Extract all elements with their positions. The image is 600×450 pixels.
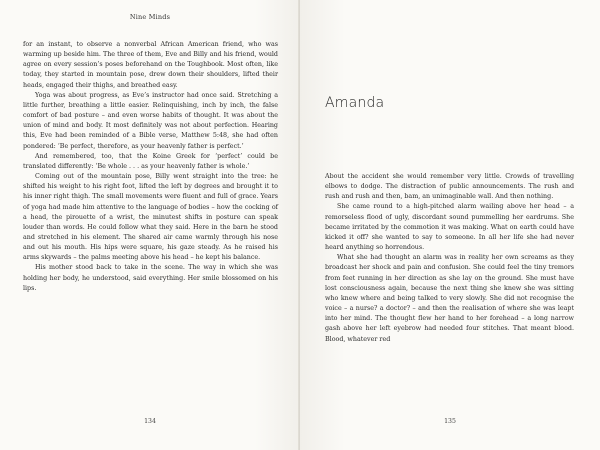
page-number-right: 135 (444, 418, 456, 425)
paragraph: And remembered, too, that the Koine Greek for ‘perfect’ could be translated differently: ‘Be whole . . . as your heavenly father is whole.’ (23, 152, 278, 170)
page-number-left: 134 (144, 418, 156, 425)
chapter-title: Amanda (325, 95, 385, 111)
running-head: Nine Minds (129, 13, 171, 21)
paragraph: His mother stood back to take in the scene. The way in which she was holding her body, he understood, said everything. Her smile blossomed on his lips. (23, 264, 278, 292)
right-body-text (325, 172, 574, 345)
right-page (300, 0, 600, 450)
paragraph: She came round to a high-pitched alarm wailing above her head – a remorseless flood of ugly, discordant sound pummelling her eardrums. She became irritated by the commotion it was making. What on earth could have kicked it off? she wanted to say to someone. In all her life she had never heard anything so horrendous. (325, 203, 574, 252)
left-body-text (23, 40, 278, 294)
paragraph: What she had thought an alarm was in reality her own screams as they broadcast her shock and pain and confusion. She could feel the tiny tremors from feet running in her direction as she lay on the ground. She must have lost consciousness again, because the next thing she knew she was sitting who knew where and being talked to very slowly. She did not recognise the voice – a nurse? a doctor? – and then the realisation of where she was leapt into her mind. The thought flew her hand to her forehead – a long narrow gash above her left eyebrow had needed four stitches. That meant blood. Blood, whatever red (325, 254, 574, 343)
paragraph: Yoga was about progress, as Eve’s instructor had once said. Stretching a little further, breathing a little easier. Relinquishing, inch by inch, the false comfort of bad posture – and even worse habits of thought. It was about the union of mind and body. It most definitely was not about perfection. Hearing this, Eve had been reminded of a Bible verse, Matthew 5:48, she had often pondered: ‘Be perfect, therefore, as your heavenly father is perfect.’ (23, 91, 278, 150)
paragraph: Coming out of the mountain pose, Billy went straight into the tree: he shifted his weight to his right foot, lifted the left by degrees and brought it to his inner right thigh. The small movements were fluent and full of grace. Years of yoga had made him attentive to the language of bodies – how the cocking of a head, the pirouette of a wrist, the minutest shifts in posture can speak louder than words. He could follow what they said. Here in the barn he stood and stretched in his element. The shared air came warmly through his nose and out his mouth. His hips were square, his gaze steady. As he raised his arms skywards – the palms meeting above his head – he kept his balance. (23, 173, 278, 262)
paragraph: for an instant, to observe a nonverbal African American friend, who was warming up beside him. The three of them, Eve and Billy and his friend, would agree on every session’s poses beforehand on the Toughbook. Most often, like today, they started in mountain pose, drew down their shoulders, lifted their heads, engaged their thighs, and breathed easy. (23, 41, 278, 89)
paragraph: About the accident she would remember very little. Crowds of travelling elbows to dodge. The distraction of public announcements. The rush and rush and rush and then, bam, an unimaginable wall. And then nothing. (325, 173, 574, 201)
